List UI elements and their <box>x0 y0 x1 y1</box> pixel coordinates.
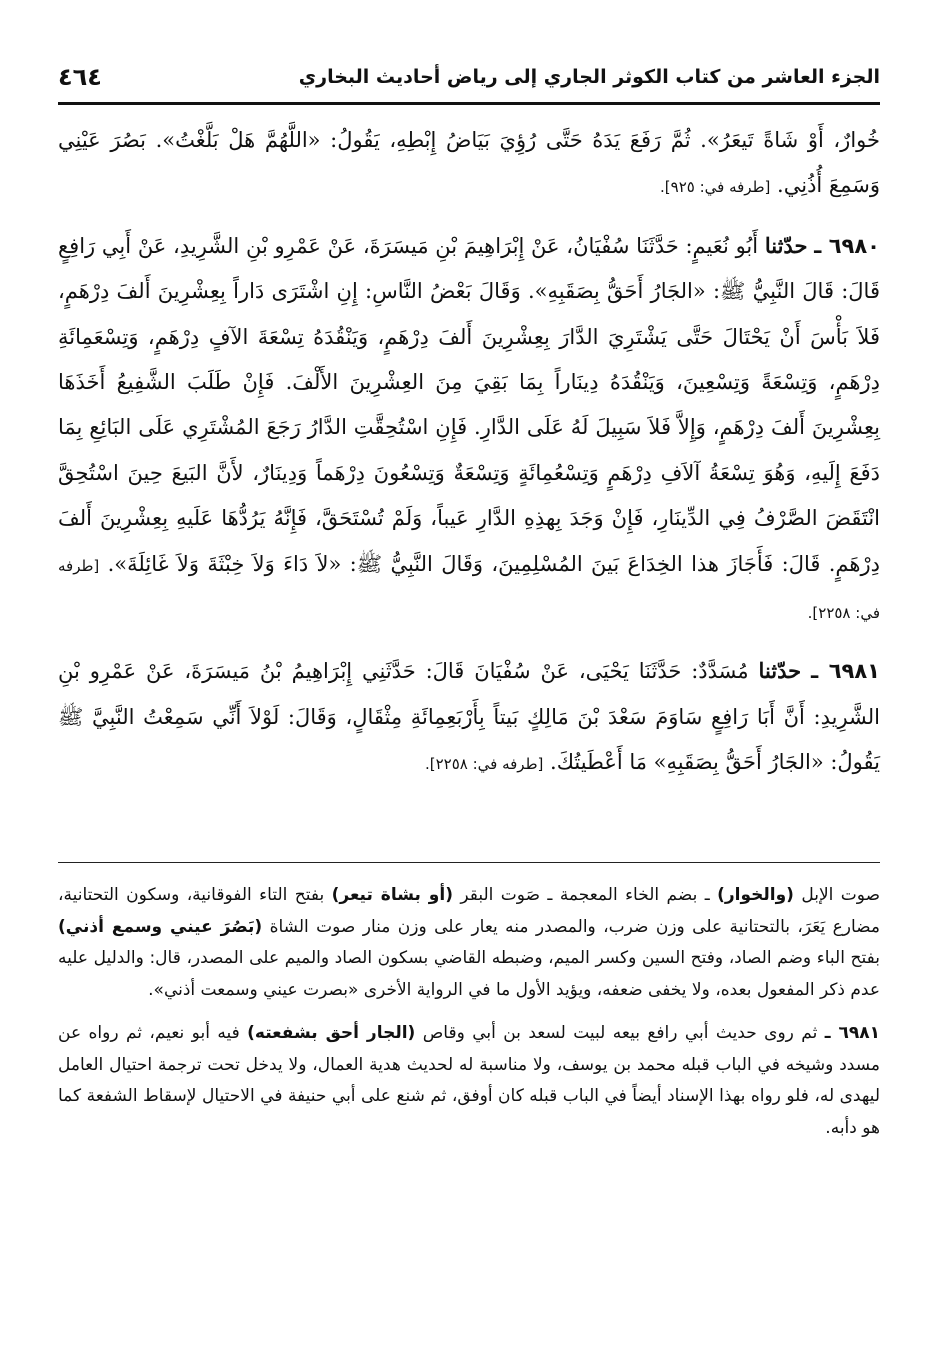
cross-reference: [طرفه في: ٢٢٥٨]. <box>58 556 880 623</box>
hadith-body: أَبُو نُعَيمٍ: حَدَّثَنَا سُفْيَانُ، عَنْ إِبْرَاهِيمَ بْنِ مَيسَرَةَ، عَنْ عَمْرِو بْنِ الشَّرِيدِ، عَنْ أَبِي رَافِعٍ قَالَ: قَالَ النَّبِيُّ ﷺ: «الجَارُ أَحَقُّ بِصَقَبِهِ». وَقَالَ بَعْضُ النَّاسِ: إِنِ اشْتَرَى دَاراً بِعِشْرِينَ أَلفَ دِرْهَمٍ، فَلاَ بَأْسَ أَنْ يَحْتَالَ حَتَّى يَشْتَرِيَ الدَّارَ بِعِشْرِينَ أَلفَ دِرْهَمٍ، وَيَنْقُدَهُ تِسْعَةَ الآفٍ دِرْهَمٍ، وَتِسْعَمِائَةِ دِرْهَمٍ، وَتِسْعَةً وَتِسْعِينَ، وَيَنْقُدَهُ دِينَاراً بِمَا بَقِيَ مِنَ العِشْرِينَ الأَلْفَ. فَإِنْ طَلَبَ الشَّفِيعُ أَخَذَهَا بِعِشْرِينَ أَلفَ دِرْهَمٍ، وَإِلاَّ فَلاَ سَبِيلَ لَهُ عَلَى الدَّارِ. فَإِنِ اسْتُحِقَّتِ الدَّارُ رَجَعَ المُشْتَرِي عَلَى البَائِعِ بِمَا دَفَعَ إِلَيهِ، وَهُوَ تِسْعَةُ آلاَفِ دِرْهَمٍ وَتِسْعُمِائَةٍ وَتِسْعَةٌ وَتِسْعُونَ دِرْهَماً وَدِينَارٌ، لأَنَّ البَيعَ حِينَ اسْتُحِقَّ انْتَقَضَ الصَّرْفُ فِي الدِّينَارِ، فَإِنْ وَجَدَ بِهذِهِ الدَّارِ عَيباً، وَلَمْ تُسْتَحَقَّ، فَإِنَّهُ يَرُدُّهَا عَلَيهِ بِعِشْرِينَ أَلفَ دِرْهَمٍ. قَالَ: فَأَجَازَ هذا الخِدَاعَ بَينَ المُسْلِمِينَ، وَقَالَ النَّبِيُّ ﷺ: «لاَ دَاءَ وَلاَ خِبْثَةَ وَلاَ غَائِلَةَ». <box>58 233 880 576</box>
commentary-text: فيه أبو نعيم، ثم رواه عن مسدد وشيخه في الباب قبله محمد بن يوسف، ولا مناسبة له لحديث هدية العمال، ولا يدخل تحت ترجمة احتيال العامل ليهدى له، فلو رواه بهذا الإسناد أيضاً في الباب قبله كان أوفق، ثم شنع على أبي حنيفة في الاحتيال لإسقاط الشفعة كما هو دأبه. <box>58 1023 880 1138</box>
commentary-paragraph-1 <box>58 880 880 1006</box>
continuation-paragraph <box>58 118 880 211</box>
cross-reference: [طرفه في: ٢٢٥٨]. <box>424 755 544 774</box>
commentary-text: صوت الإبل <box>801 885 881 905</box>
commentary-term: (بَصُرَ عيني وسمع أذني) <box>58 916 263 937</box>
hadith-number: ٦٩٨١ ـ <box>811 659 881 684</box>
continuation-text: خُوارٌ، أَوْ شَاةً تَيعَرُ». ثُمَّ رَفَعَ يَدَهُ حَتَّى رُؤِيَ بَيَاضُ إِبْطِهِ، يَقُولُ: «اللَّهُمَّ هَلْ بَلَّغْتُ». بَصُرَ عَيْنِي وَسَمِعَ أُذُنِي. <box>58 128 880 198</box>
commentary-text: ـ بضم الخاء المعجمة ـ صَوت البقر <box>460 885 710 905</box>
footnote-divider <box>58 862 880 863</box>
page-header <box>58 52 880 105</box>
hadith-6981 <box>58 648 880 787</box>
commentary-section <box>58 880 880 1144</box>
commentary-paragraph-2 <box>58 1018 880 1144</box>
commentary-text: بفتح التاء الفوقانية، وسكون التحتانية، مضارع يَعَرَ، بالتحتانية على وزن ضرب، والمصدر منه يعار على وزن منار صوت الشاة <box>58 885 881 937</box>
commentary-text: ثم روى حديث أبي رافع بيعه لبيت لسعد بن أبي وقاص <box>422 1023 818 1043</box>
hadith-number: ٦٩٨٠ ـ <box>814 233 880 258</box>
commentary-text: بفتح الباء وضم الصاد، وفتح السين وكسر الميم، وضبطه القاضي بسكون الصاد والميم على المصدر، قال: والدليل عليه عدم ذكر المفعول بعده، ولا يخفى ضعفه، ويؤيد الأول ما في الرواية الأخرى «بصرت عيني وسمعت أذني». <box>58 948 880 1000</box>
hadith-6980 <box>58 223 880 637</box>
hadith-body: مُسَدَّدٌ: حَدَّثَنَا يَحْيَى، عَنْ سُفْيَانَ قَالَ: حَدَّثَنِي إِبْرَاهِيمُ بْنُ مَيسَرَةَ، عَنْ عَمْرِو بْنِ الشَّرِيدِ: أَنَّ أَبَا رَافِعٍ سَاوَمَ سَعْدَ بْنَ مَالِكٍ بَيتاً بِأَرْبَعِمِائَةِ مِثْقَالٍ، وَقَالَ: لَوْلاَ أَنِّي سَمِعْتُ النَّبِيَّ ﷺ يَقُولُ: «الجَارُ أَحَقُّ بِصَقَبِهِ» مَا أَعْطَيتُكَ. <box>58 659 880 775</box>
cross-reference: [طرفه في: ٩٢٥]. <box>660 178 771 197</box>
running-title: الجزء العاشر من كتاب الكوثر الجاري إلى رياض أحاديث البخاري <box>298 66 880 88</box>
hadith-text <box>58 118 880 788</box>
commentary-term: (أو بشاة تيعر) <box>331 885 453 905</box>
page-number: ٤٦٤ <box>58 63 102 91</box>
hadith-lead: حدّثنا <box>758 658 802 684</box>
commentary-term: (الجار أحق بشفعته) <box>247 1023 416 1043</box>
hadith-lead: حدّثنا <box>764 232 808 258</box>
commentary-term: (والخوار) <box>717 885 794 905</box>
commentary-hadith-number: ٦٩٨١ ـ <box>824 1023 881 1043</box>
